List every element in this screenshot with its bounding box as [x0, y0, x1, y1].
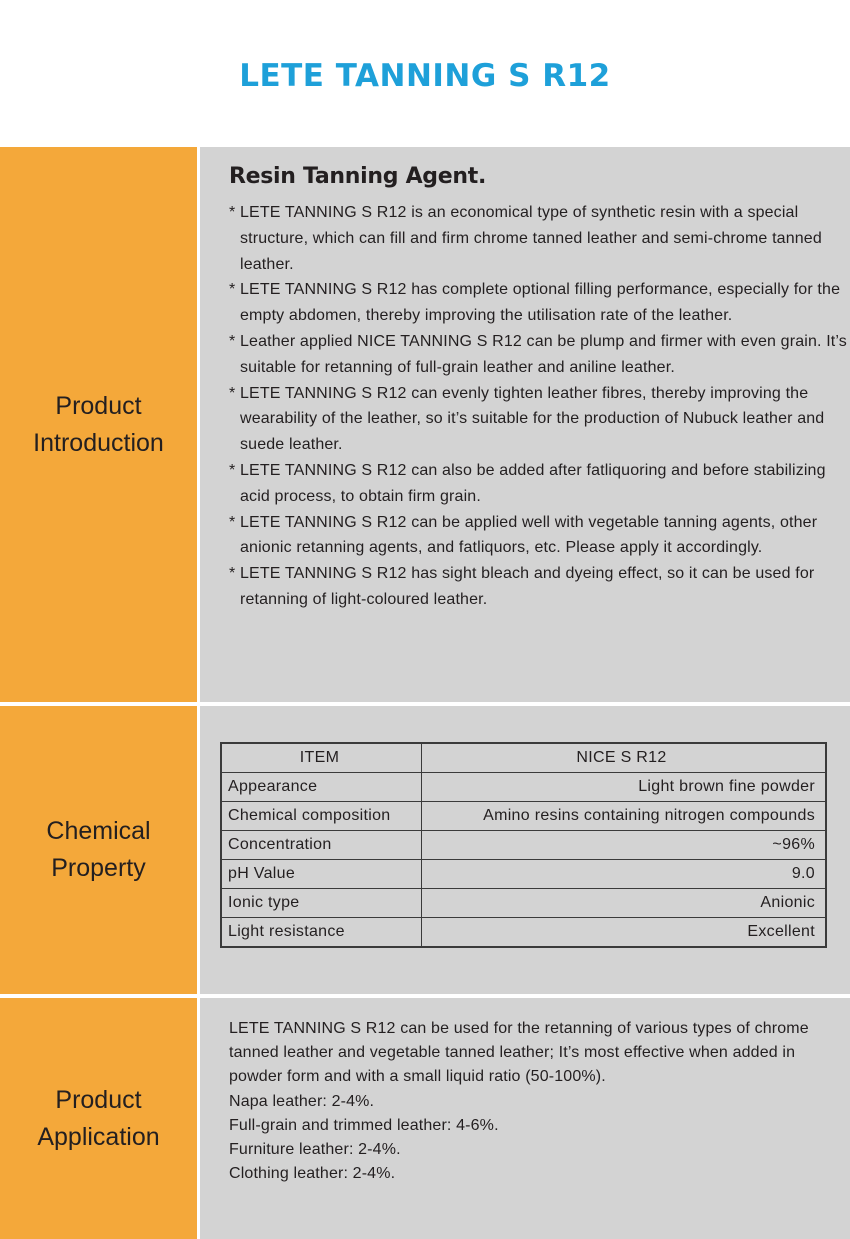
property-table — [220, 742, 827, 948]
application-paragraph: LETE TANNING S R12 can be used for the retanning of various types of chrome tanned leather and vegetable tanned leather; It’s most effective when added in powder form and with a small liquid ratio (50-100%). — [229, 1020, 809, 1086]
property-value: Excellent — [422, 918, 827, 948]
table-row — [221, 889, 826, 918]
list-item: * LETE TANNING S R12 has complete optional filling performance, especially for the empty abdomen, thereby improving the utilisation rate of the leather. — [229, 281, 841, 325]
section-content — [200, 147, 850, 702]
section-label-text: Product Introduction — [33, 391, 164, 457]
intro-heading: Resin Tanning Agent. — [229, 164, 487, 189]
section-label — [0, 147, 197, 702]
section-label-text: Product Application — [37, 1085, 160, 1151]
section-label-text: Chemical Property — [46, 817, 151, 882]
table-row — [221, 773, 826, 802]
intro-bullet-list — [229, 200, 847, 613]
application-text — [229, 1017, 829, 1186]
property-value: 9.0 — [422, 860, 827, 889]
application-line: Furniture leather: 2-4%. — [229, 1141, 401, 1159]
application-line: Napa leather: 2-4%. — [229, 1092, 375, 1110]
table-row — [221, 831, 826, 860]
list-item: * LETE TANNING S R12 has sight bleach and dyeing effect, so it can be used for retanning of light-coloured leather. — [229, 565, 815, 608]
table-row — [221, 860, 826, 889]
column-header: ITEM — [221, 743, 422, 773]
list-item: * LETE TANNING S R12 can evenly tighten leather fibres, thereby improving the wearability of the leather, so it’s suitable for the production of Nubuck leather and suede leather. — [229, 384, 825, 454]
property-name: Concentration — [221, 831, 422, 860]
section-content — [200, 706, 850, 994]
property-name: pH Value — [221, 860, 422, 889]
product-application-section — [0, 998, 850, 1239]
application-line: Full-grain and trimmed leather: 4-6%. — [229, 1116, 499, 1134]
section-label — [0, 706, 197, 994]
section-label — [0, 998, 197, 1239]
list-item: * LETE TANNING S R12 can also be added after fatliquoring and before stabilizing acid process, to obtain firm grain. — [229, 461, 826, 505]
list-item: * Leather applied NICE TANNING S R12 can be plump and firmer with even grain. It’s suitable for retanning of full-grain leather and aniline leather. — [229, 332, 847, 376]
list-item: * LETE TANNING S R12 can be applied well with vegetable tanning agents, other anionic retanning agents, and fatliquors, etc. Please apply it accordingly. — [229, 513, 818, 557]
property-value: Amino resins containing nitrogen compounds — [422, 802, 827, 831]
section-content — [200, 998, 850, 1239]
property-value: Anionic — [422, 889, 827, 918]
list-item: * LETE TANNING S R12 is an economical type of synthetic resin with a special structure, which can fill and firm chrome tanned leather and semi-chrome tanned leather. — [229, 204, 822, 273]
property-name: Chemical composition — [221, 802, 422, 831]
property-name: Ionic type — [221, 889, 422, 918]
chemical-property-section — [0, 706, 850, 994]
product-introduction-section — [0, 147, 850, 702]
property-value: ~96% — [422, 831, 827, 860]
page-title: LETE TANNING S R12 — [239, 58, 611, 94]
application-line: Clothing leather: 2-4%. — [229, 1165, 396, 1183]
table-row — [221, 802, 826, 831]
property-name: Light resistance — [221, 918, 422, 948]
property-value: Light brown fine powder — [422, 773, 827, 802]
table-header-row — [221, 743, 826, 773]
table-row — [221, 918, 826, 948]
property-name: Appearance — [221, 773, 422, 802]
column-header: NICE S R12 — [422, 743, 827, 773]
